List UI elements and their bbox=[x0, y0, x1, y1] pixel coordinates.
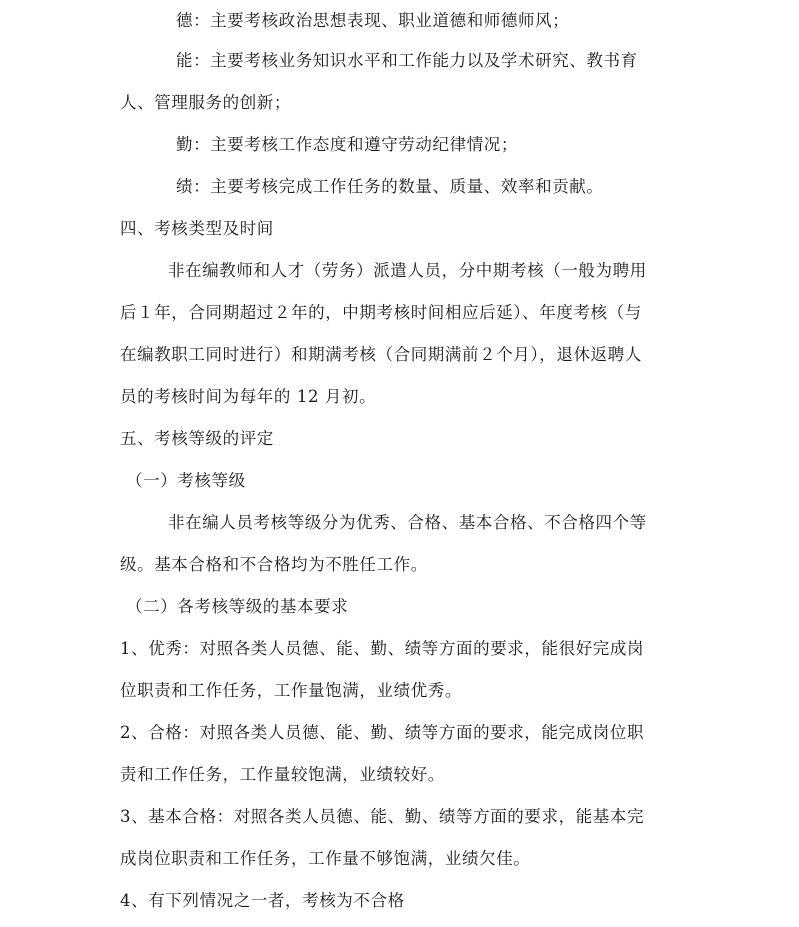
criterion-qin: 勤：主要考核工作态度和遵守劳动纪律情况； bbox=[176, 135, 518, 154]
item-4-line-1: 4、有下列情况之一者，考核为不合格 bbox=[120, 891, 405, 910]
criterion-neng-line-2: 人、管理服务的创新； bbox=[120, 93, 291, 112]
criterion-ji: 绩：主要考核完成工作任务的数量、质量、效率和贡献。 bbox=[176, 177, 604, 196]
criterion-neng-line-1: 能：主要考核业务知识水平和工作能力以及学术研究、教书育 bbox=[176, 51, 638, 70]
item-1-line-2: 位职责和工作任务，工作量饱满，业绩优秀。 bbox=[120, 681, 462, 700]
subsection-heading-1: （一）考核等级 bbox=[126, 471, 246, 490]
section-heading-5: 五、考核等级的评定 bbox=[120, 429, 274, 448]
item-2-line-1: 2、合格：对照各类人员德、能、勤、绩等方面的要求，能完成岗位职 bbox=[120, 723, 645, 742]
item-1-line-1: 1、优秀：对照各类人员德、能、勤、绩等方面的要求，能很好完成岗 bbox=[120, 639, 645, 658]
section-4-paragraph-line-1: 非在编教师和人才（劳务）派遣人员，分中期考核（一般为聘用 bbox=[168, 261, 647, 280]
item-2-line-2: 责和工作任务，工作量较饱满，业绩较好。 bbox=[120, 765, 445, 784]
item-3-line-2: 成岗位职责和工作任务，工作量不够饱满，业绩欠佳。 bbox=[120, 849, 531, 868]
section-4-paragraph-line-2: 后１年，合同期超过２年的，中期考核时间相应后延）、年度考核（与 bbox=[120, 303, 642, 322]
grades-paragraph-line-2: 级。基本合格和不合格均为不胜任工作。 bbox=[120, 555, 428, 574]
section-heading-4: 四、考核类型及时间 bbox=[120, 219, 274, 238]
subsection-heading-2: （二）各考核等级的基本要求 bbox=[126, 597, 349, 616]
section-4-paragraph-line-3: 在编教职工同时进行）和期满考核（合同期满前２个月），退休返聘人 bbox=[120, 345, 642, 364]
criterion-de: 德：主要考核政治思想表现、职业道德和师德师风； bbox=[176, 11, 570, 30]
grades-paragraph-line-1: 非在编人员考核等级分为优秀、合格、基本合格、不合格四个等 bbox=[168, 513, 647, 532]
item-3-line-1: 3、基本合格：对照各类人员德、能、勤、绩等方面的要求，能基本完 bbox=[120, 807, 645, 826]
section-4-paragraph-line-4: 员的考核时间为每年的 12 月初。 bbox=[120, 387, 377, 406]
